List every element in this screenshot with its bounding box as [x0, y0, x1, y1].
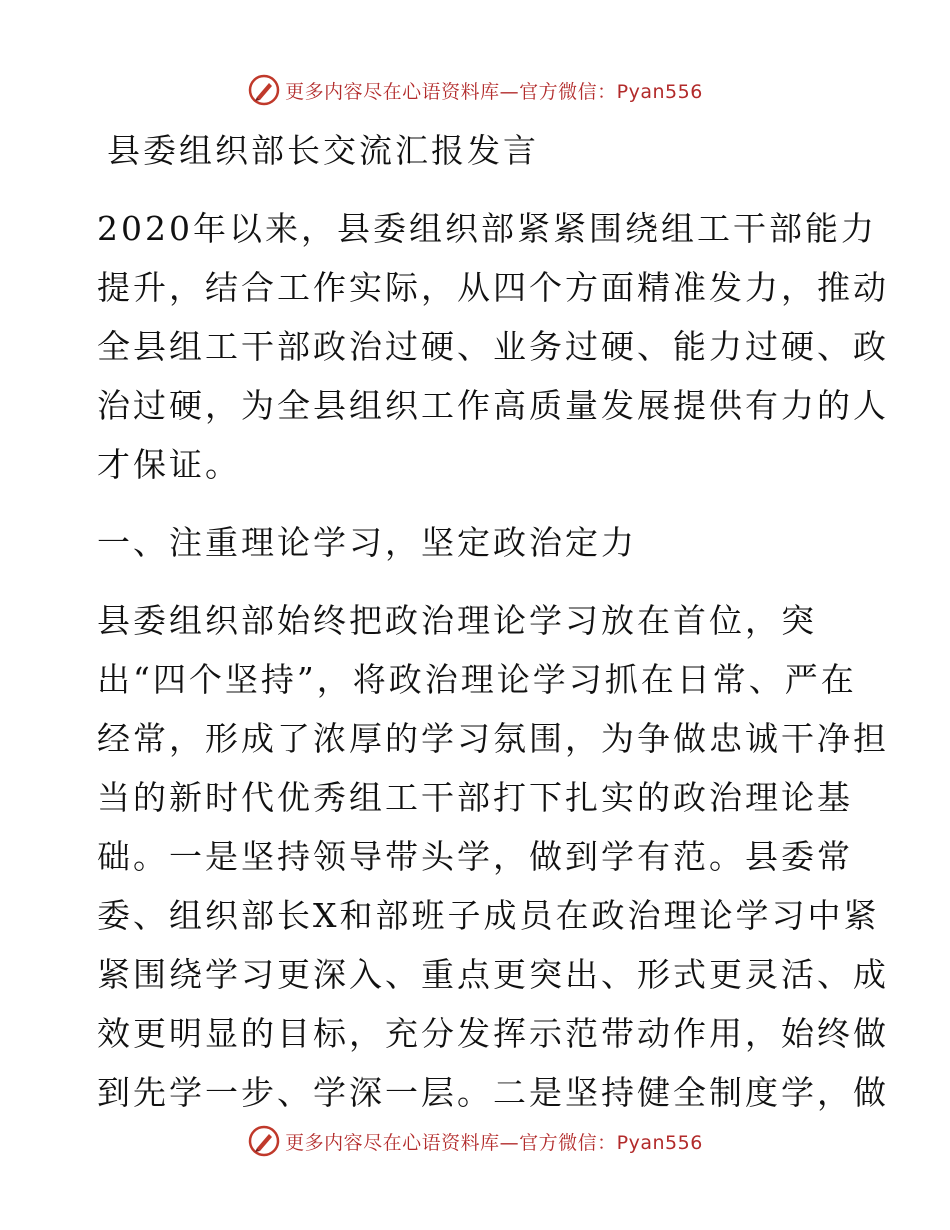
paragraph-line: 紧围绕学习更深入、重点更突出、形式更灵活、成 [97, 955, 889, 994]
paragraph-line: 2020年以来，县委组织部紧紧围绕组工干部能力 [97, 209, 877, 248]
document-body [97, 121, 889, 1122]
paragraph-line: 当的新时代优秀组工干部打下扎实的政治理论基 [97, 778, 853, 817]
paragraph-line: 县委组织部始终把政治理论学习放在首位，突 [97, 601, 817, 640]
intro-paragraph [97, 199, 889, 494]
document-title: 县委组织部长交流汇报发言 [107, 131, 539, 170]
paragraph-line: 全县组工干部政治过硬、业务过硬、能力过硬、政 [97, 327, 889, 366]
header-watermark [0, 70, 950, 110]
watermark-text: 更多内容尽在心语资料库—官方微信：Pyan556 [285, 80, 703, 103]
pen-logo-icon [247, 1124, 281, 1158]
paragraph-line: 治过硬，为全县组织工作高质量发展提供有力的人 [97, 386, 889, 425]
paragraph-line: 委、组织部长X和部班子成员在政治理论学习中紧 [97, 896, 880, 935]
paragraph-line: 础。一是坚持领导带头学，做到学有范。县委常 [97, 837, 853, 876]
paragraph-line: 经常，形成了浓厚的学习氛围，为争做忠诚干净担 [97, 719, 889, 758]
pen-logo-icon [247, 73, 281, 107]
section-paragraph [97, 591, 889, 1122]
paragraph-line: 才保证。 [97, 445, 241, 484]
section-heading: 一、注重理论学习，坚定政治定力 [97, 523, 637, 562]
paragraph-line: 提升，结合工作实际，从四个方面精准发力，推动 [97, 268, 889, 307]
paragraph-line: 到先学一步、学深一层。二是坚持健全制度学，做 [97, 1073, 889, 1112]
paragraph-line: 效更明显的目标，充分发挥示范带动作用，始终做 [97, 1014, 889, 1053]
footer-watermark [0, 1121, 950, 1161]
watermark-text: 更多内容尽在心语资料库—官方微信：Pyan556 [285, 1131, 703, 1154]
paragraph-line: 出“四个坚持”，将政治理论学习抓在日常、严在 [97, 660, 857, 699]
